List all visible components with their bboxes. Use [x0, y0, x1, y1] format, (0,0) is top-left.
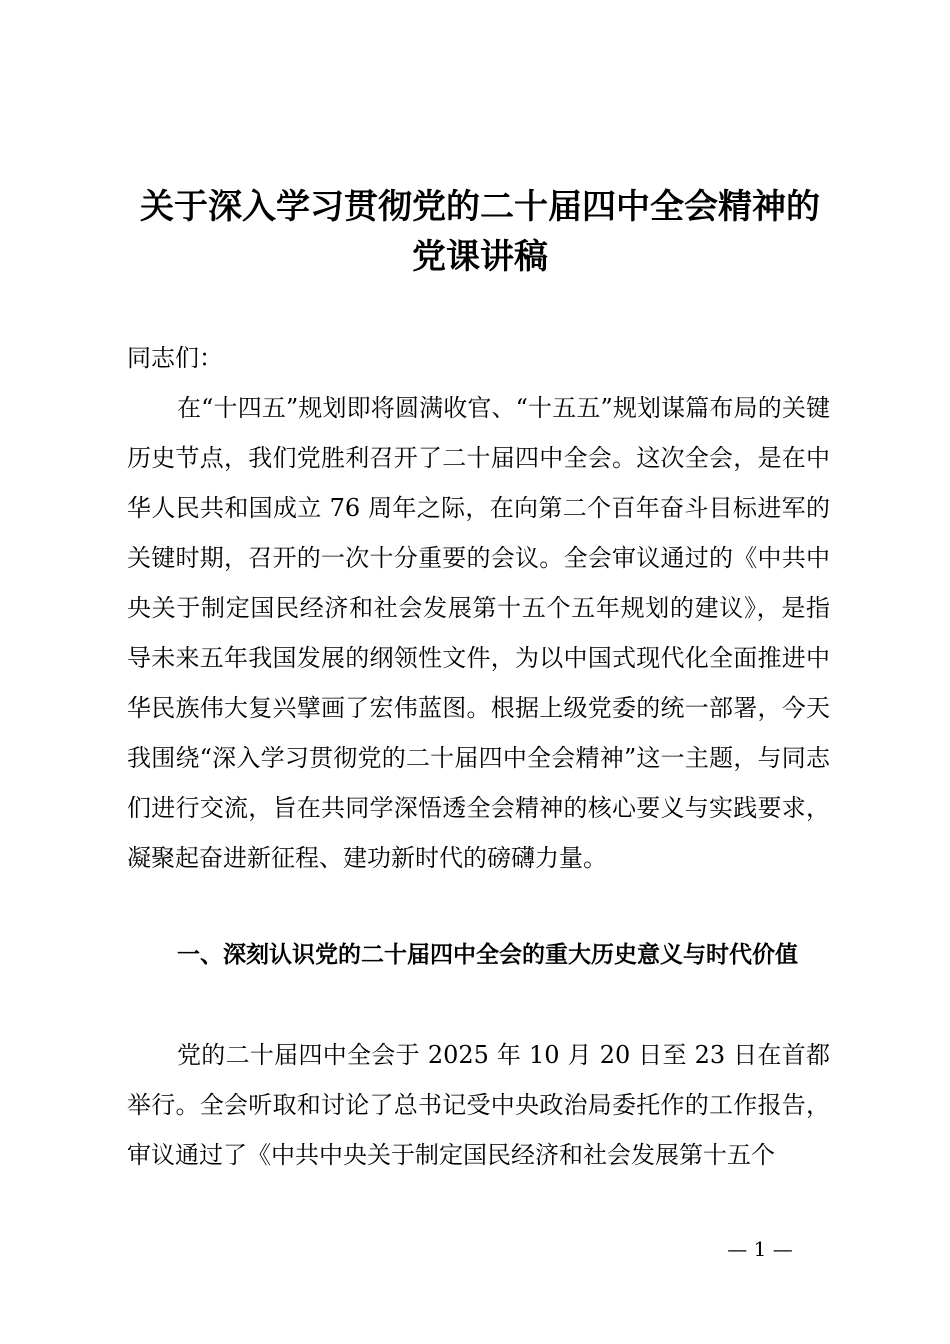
document-title-line-1: 关于深入学习贯彻党的二十届四中全会精神的 — [140, 187, 820, 227]
document-title-line-2: 党课讲稿 — [412, 237, 548, 277]
paragraph-introduction: 在“十四五”规划即将圆满收官、“十五五”规划谋篇布局的关键历史节点，我们党胜利召开了二十届四中全会。这次全会，是在中华人民共和国成立 76 周年之际，在向第二个百年奋斗目标进军的关键时期，召开的一次十分重要的会议。全会审议通过的《中共中央关于制定国民经济和社会发展第十五个五年规划的建议》，是指导未来五年我国发展的纲领性文件，为以中国式现代化全面推进中华民族伟大复兴擘画了宏伟蓝图。根据上级党委的统一部署，今天我围绕“深入学习贯彻党的二十届四中全会精神”这一主题，与同志们进行交流，旨在共同学深悟透全会精神的核心要义与实践要求，凝聚起奋进新征程、建功新时代的磅礴力量。 — [127, 394, 830, 872]
paragraph-section-1: 党的二十届四中全会于 2025 年 10 月 20 日至 23 日在首都举行。全会听取和讨论了总书记受中央政治局委托作的工作报告，审议通过了《中共中央关于制定国民经济和社会发展第十五个 — [127, 1041, 830, 1169]
page-number: — 1 — — [727, 1237, 793, 1261]
section-heading-1: 一、深刻认识党的二十届四中全会的重大历史意义与时代价值 — [177, 942, 798, 968]
salutation: 同志们： — [127, 344, 223, 372]
